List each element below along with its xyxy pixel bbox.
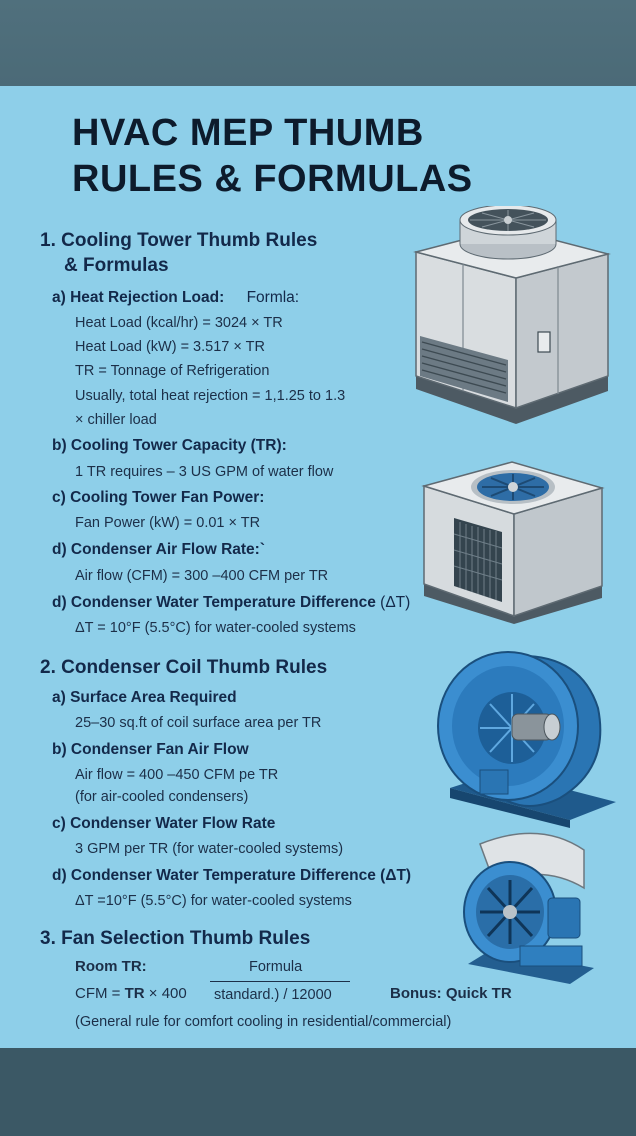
cfm-suffix: × 400 xyxy=(148,985,187,1002)
heat-rejection-heading xyxy=(52,287,299,309)
condenser-dt-label: d) Condenser Water Temperature Difference xyxy=(52,594,376,611)
room-tr-label: Room TR: xyxy=(75,958,147,975)
bottom-frame-bar xyxy=(0,1048,636,1136)
cfm-tr: TR xyxy=(124,985,145,1002)
section-2-heading: 2. Condenser Coil Thumb Rules xyxy=(40,657,328,678)
cfm-prefix: CFM = xyxy=(75,985,121,1002)
water-flow-rule: 3 GPM per TR (for water-cooled systems) xyxy=(75,841,344,857)
coil-dt-rule: ΔT =10°F (5.5°C) for water-cooled systems xyxy=(75,893,352,909)
formula-denominator: standard.) / 12000 xyxy=(214,987,332,1003)
top-frame-bar xyxy=(0,0,636,86)
heat-rejection-rule: Usually, total heat rejection = 1,1.25 to 1.3 xyxy=(75,388,346,404)
fan-power-heading: c) Cooling Tower Fan Power: xyxy=(52,489,265,506)
condenser-airflow-heading: d) Condenser Air Flow Rate:` xyxy=(52,541,265,558)
section-1-heading: 1. Cooling Tower Thumb Rules xyxy=(40,230,318,251)
fan-airflow-heading: b) Condenser Fan Air Flow xyxy=(52,741,249,758)
page-title xyxy=(72,110,542,202)
centrifugal-fan-illustration xyxy=(460,824,600,989)
fan-airflow-rule: Air flow = 400 –450 CFM pe TR xyxy=(75,767,279,783)
cfm-formula xyxy=(75,983,187,1005)
water-flow-heading: c) Condenser Water Flow Rate xyxy=(52,815,276,832)
surface-area-rule: 25–30 sq.ft of coil surface area per TR xyxy=(75,715,322,731)
condenser-dt-suffix: (ΔT) xyxy=(380,594,411,611)
title-line-1: HVAC MEP THUMB xyxy=(72,112,424,154)
heat-load-kcal: Heat Load (kcal/hr) = 3024 × TR xyxy=(75,315,283,331)
formula-heading: Formula xyxy=(249,959,303,975)
condensing-unit-illustration xyxy=(414,456,614,626)
section-3-heading: 3. Fan Selection Thumb Rules xyxy=(40,928,311,949)
general-rule-note: (General rule for comfort cooling in residential/commercial) xyxy=(75,1014,452,1030)
blower-fan-illustration xyxy=(420,638,620,828)
heat-load-kw: Heat Load (kW) = 3.517 × TR xyxy=(75,339,265,355)
cooling-tower-illustration xyxy=(408,206,620,431)
heat-rejection-rule-cont: × chiller load xyxy=(75,412,157,428)
formula-label: Formla: xyxy=(246,289,300,306)
section-1-heading-cont: & Formulas xyxy=(64,255,169,276)
bonus-quick-tr: Bonus: Quick TR xyxy=(390,985,512,1002)
condenser-dt-rule: ΔT = 10°F (5.5°C) for water-cooled systems xyxy=(75,620,356,636)
tower-capacity-rule: 1 TR requires – 3 US GPM of water flow xyxy=(75,464,334,480)
fan-power-formula: Fan Power (kW) = 0.01 × TR xyxy=(75,515,261,531)
surface-area-heading: a) Surface Area Required xyxy=(52,689,237,706)
coil-dt-heading: d) Condenser Water Temperature Difference (ΔT) xyxy=(52,867,412,884)
fraction-bar xyxy=(210,981,350,982)
tr-definition: TR = Tonnage of Refrigeration xyxy=(75,363,270,379)
title-line-2: RULES & FORMULAS xyxy=(72,158,473,200)
condenser-dt-heading xyxy=(52,592,410,614)
fan-airflow-note: (for air-cooled condensers) xyxy=(75,789,249,805)
condenser-airflow-rule: Air flow (CFM) = 300 –400 CFM per TR xyxy=(75,568,329,584)
heat-rejection-label: a) Heat Rejection Load: xyxy=(52,289,225,306)
infographic-poster xyxy=(0,86,636,1048)
tower-capacity-heading: b) Cooling Tower Capacity (TR): xyxy=(52,437,287,454)
